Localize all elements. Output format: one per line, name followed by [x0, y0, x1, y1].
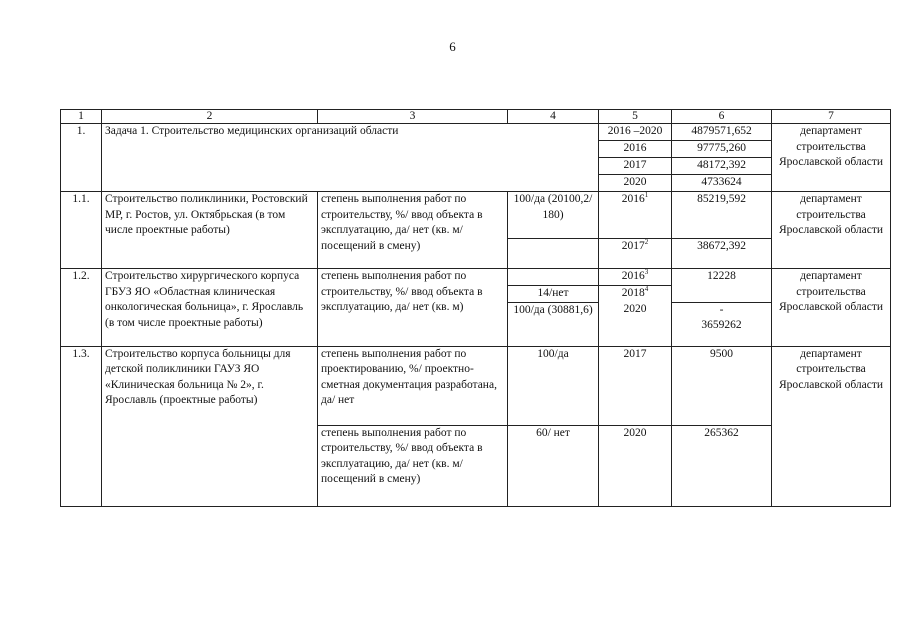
row12-name: Строительство хирургического корпуса ГБУЗ ЯО «Областная клиническая онкологическая больница», г. Ярославль (в том числе проектные работы) [102, 269, 318, 347]
row12-executor: департамент строительства Ярославской области [772, 269, 891, 347]
row12-amount2: - [719, 303, 724, 316]
table-row [61, 269, 891, 286]
header-cell-3: 3 [318, 110, 508, 124]
row11-year1: 2016$^1$ [599, 192, 672, 239]
header-cell-4: 4 [508, 110, 599, 124]
header-cell-1: 1 [61, 110, 102, 124]
header-cell-2: 2 [102, 110, 318, 124]
header-cell-6: 6 [672, 110, 772, 124]
header-cell-7: 7 [772, 110, 891, 124]
row13-amount2: 265362 [672, 425, 772, 506]
task1-title: Задача 1. Строительство медицинских организаций области [102, 124, 599, 192]
row12-value2: 14/нет [508, 286, 599, 303]
footnote-mark: 4 [644, 285, 649, 294]
page-number: 6 [449, 39, 456, 54]
row13-value1: 100/да [508, 346, 599, 425]
row11-executor: департамент строительства Ярославской области [772, 192, 891, 269]
row12-amount1: 12228 [672, 269, 772, 303]
row12-number: 1.2. [61, 269, 102, 347]
task1-year-period: 2016 –2020 [599, 124, 672, 141]
task1-amount: 48172,392 [672, 158, 772, 175]
row12-indicator: степень выполнения работ по строительству, %/ ввод объекта в эксплуатацию, да/ нет (кв. м) [318, 269, 508, 347]
row13-indicator2: степень выполнения работ по строительству, %/ ввод объекта в эксплуатацию, да/ нет (кв. м/ посещений в смену) [318, 425, 508, 506]
header-row [61, 110, 891, 124]
row11-number: 1.1. [61, 192, 102, 269]
row12-amounts [672, 302, 772, 346]
row11-value-empty [508, 239, 599, 269]
row13-year1: 2017 [599, 346, 672, 425]
row13-amount1: 9500 [672, 346, 772, 425]
header-cell-5: 5 [599, 110, 672, 124]
row13-executor: департамент строительства Ярославской области [772, 346, 891, 506]
task1-year: 2020 [599, 175, 672, 192]
task1-amount-total: 4879571,652 [672, 124, 772, 141]
task1-year: 2016 [599, 141, 672, 158]
task1-row [61, 124, 891, 141]
row11-value: 100/да (20100,2/ 180) [508, 192, 599, 239]
row12-amount3: 3659262 [701, 319, 742, 332]
row12-year1: 2016$^3$ [599, 269, 672, 286]
row13-indicator1: степень выполнения работ по проектированию, %/ проектно-сметная документация разработана, да/ нет [318, 346, 508, 425]
row11-year2: 2017$^2$ [599, 239, 672, 269]
footnote-mark: 3 [644, 268, 649, 277]
row11-name: Строительство поликлиники, Ростовский МР, г. Ростов, ул. Октябрьская (в том числе проектные работы) [102, 192, 318, 269]
row12-year3: 2020 [623, 302, 647, 315]
row12-value3: 100/да (30881,6) [508, 302, 599, 346]
row13-value2: 60/ нет [508, 425, 599, 506]
row11-amount2: 38672,392 [672, 239, 772, 269]
row13-number: 1.3. [61, 346, 102, 506]
row13-year2: 2020 [599, 425, 672, 506]
table-row [61, 192, 891, 239]
row12-value1 [508, 269, 599, 286]
task1-amount: 4733624 [672, 175, 772, 192]
task1-executor: департамент строительства Ярославской области [772, 124, 891, 192]
program-table [60, 109, 891, 507]
footnote-mark: 2 [644, 238, 649, 247]
row12-year2: 2018$^4$ 2020 [599, 286, 672, 347]
row13-name: Строительство корпуса больницы для детской поликлиники ГАУЗ ЯО «Клиническая больница № 2», г. Ярославль (проектные работы) [102, 346, 318, 506]
table-row [61, 346, 891, 425]
task1-number: 1. [61, 124, 102, 192]
row11-indicator: степень выполнения работ по строительству, %/ ввод объекта в эксплуатацию, да/ нет (кв. м/ посещений в смену) [318, 192, 508, 269]
task1-year: 2017 [599, 158, 672, 175]
row11-amount1: 85219,592 [672, 192, 772, 239]
task1-amount: 97775,260 [672, 141, 772, 158]
footnote-mark: 1 [644, 191, 649, 200]
